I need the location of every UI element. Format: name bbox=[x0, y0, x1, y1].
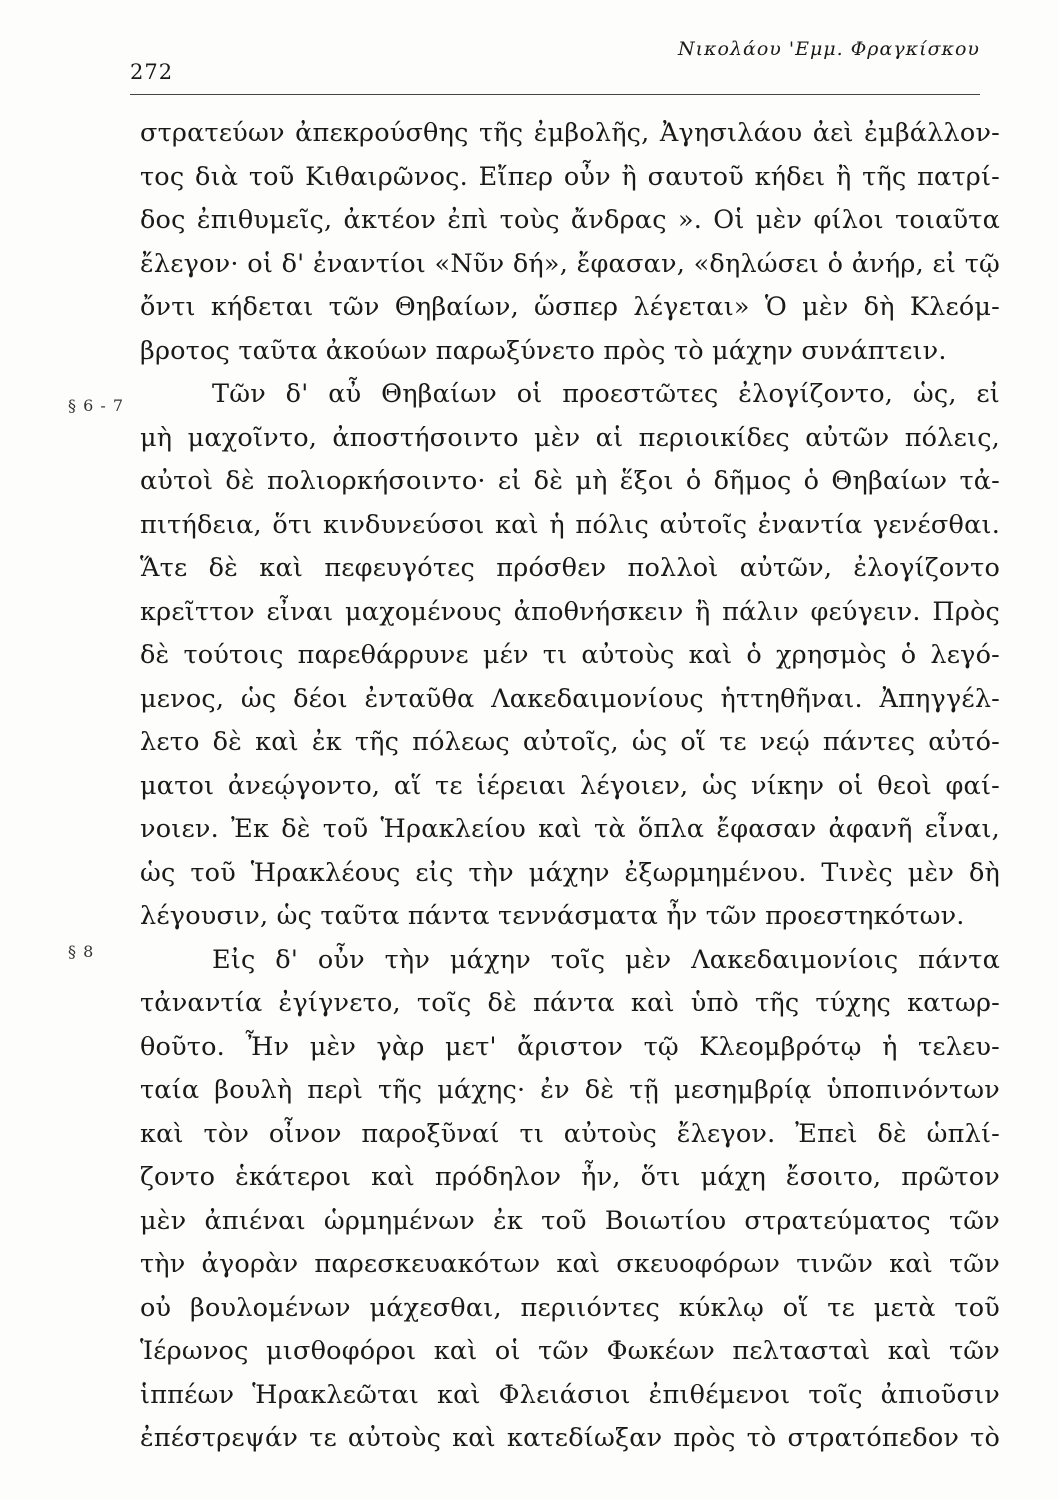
text-line: τος διὰ τοῦ Κιθαιρῶνος. Εἴπερ οὖν ἢ σαυτοῦ κήδει ἢ τῆς πατρί- bbox=[140, 161, 1000, 192]
text-line: δὲ τούτοις παρεθάρρυνε μέν τι αὐτοὺς καὶ ὁ χρησμὸς ὁ λεγό- bbox=[140, 640, 1000, 670]
page-header bbox=[130, 38, 980, 95]
text-line: μὴ μαχοῖντο, ἀποστήσοιντο μὲν αἱ περιοικίδες αὐτῶν πόλεις, bbox=[140, 422, 1000, 453]
section-marker: § 8 bbox=[68, 942, 95, 961]
running-head: Νικολάου 'Εμμ. Φραγκίσκου bbox=[677, 38, 980, 60]
text-line: οὐ βουλομένων μάχεσθαι, περιιόντες κύκλῳ οἵ τε μετὰ τοῦ bbox=[140, 1292, 1000, 1323]
text-line: ὄντι κήδεται τῶν Θηβαίων, ὥσπερ λέγεται» Ὁ μὲν δὴ Κλεόμ- bbox=[140, 292, 1000, 322]
text-line: ὡς τοῦ Ἡρακλέους εἰς τὴν μάχην ἐξωρμημένου. Τινὲς μὲν δὴ bbox=[140, 857, 1000, 888]
text-line: ζοντο ἑκάτεροι καὶ πρόδηλον ἦν, ὅτι μάχη ἔσοιτο, πρῶτον bbox=[140, 1162, 1000, 1192]
text-line: μενος, ὡς δέοι ἐνταῦθα Λακεδαιμονίους ἡττηθῆναι. Ἀπηγγέλ- bbox=[140, 683, 1000, 714]
text-line: λέγουσιν, ὡς ταῦτα πάντα τεννάσματα ἦν τῶν προεστηκότων. bbox=[140, 901, 965, 931]
text-line: βροτος ταῦτα ἀκούων παρωξύνετο πρὸς τὸ μάχην συνάπτειν. bbox=[140, 335, 947, 366]
text-line: πιτήδεια, ὅτι κινδυνεύσοι καὶ ἡ πόλις αὐτοῖς ἐναντία γενέσθαι. bbox=[140, 509, 1000, 540]
text-line: λετο δὲ καὶ ἐκ τῆς πόλεως αὐτοῖς, ὡς οἵ τε νεῴ πάντες αὐτό- bbox=[140, 727, 1000, 757]
text-line: στρατεύων ἀπεκρούσθης τῆς ἐμβολῆς, Ἀγησιλάου ἀεὶ ἐμβάλλον- bbox=[140, 118, 1000, 148]
paragraph-start-line: Εἰς δ' οὖν τὴν μάχην τοῖς μὲν Λακεδαιμονίοις πάντα bbox=[212, 944, 1000, 975]
text-line: τὴν ἀγορὰν παρεσκευακότων καὶ σκευοφόρων τινῶν καὶ τῶν bbox=[140, 1249, 1000, 1279]
text-line: ἱππέων Ἡρακλεῶται καὶ Φλειάσιοι ἐπιθέμενοι τοῖς ἀπιοῦσιν bbox=[140, 1379, 1000, 1410]
text-line: νοιεν. Ἐκ δὲ τοῦ Ἡρακλείου καὶ τὰ ὅπλα ἔφασαν ἀφανῆ εἶναι, bbox=[140, 814, 1000, 844]
main-text bbox=[140, 112, 1000, 1461]
text-line: ματοι ἀνεῴγοντο, αἵ τε ἱέρειαι λέγοιεν, ὡς νίκην οἱ θεοὶ φαί- bbox=[140, 770, 1000, 801]
text-line: καὶ τὸν οἶνον παροξῦναί τι αὐτοὺς ἔλεγον. Ἐπεὶ δὲ ὡπλί- bbox=[140, 1118, 1000, 1149]
text-line: τἀναντία ἐγίγνετο, τοῖς δὲ πάντα καὶ ὑπὸ τῆς τύχης κατωρ- bbox=[140, 988, 1000, 1018]
page-number: 272 bbox=[130, 60, 174, 84]
text-line: δος ἐπιθυμεῖς, ἀκτέον ἐπὶ τοὺς ἄνδρας ». Οἱ μὲν φίλοι τοιαῦτα bbox=[140, 205, 1000, 235]
text-line: ἐπέστρεψάν τε αὐτοὺς καὶ κατεδίωξαν πρὸς τὸ στρατόπεδον τὸ bbox=[140, 1423, 1000, 1453]
text-line: αὐτοὶ δὲ πολιορκήσοιντο· εἰ δὲ μὴ ἕξοι ὁ δῆμος ὁ Θηβαίων τἀ- bbox=[140, 466, 1000, 496]
text-line: ἔλεγον· οἱ δ' ἐναντίοι «Νῦν δή», ἔφασαν, «δηλώσει ὁ ἀνήρ, εἰ τῷ bbox=[140, 248, 1000, 279]
section-marker: § 6 - 7 bbox=[68, 396, 125, 415]
text-line: Ἱέρωνος μισθοφόροι καὶ οἱ τῶν Φωκέων πελτασταὶ καὶ τῶν bbox=[140, 1336, 1000, 1366]
text-line: Ἅτε δὲ καὶ πεφευγότες πρόσθεν πολλοὶ αὐτῶν, ἐλογίζοντο bbox=[140, 553, 1000, 583]
text-line: ταία βουλὴ περὶ τῆς μάχης· ἐν δὲ τῇ μεσημβρίᾳ ὑποπινόντων bbox=[140, 1075, 1000, 1105]
text-line: μὲν ἀπιέναι ὡρμημένων ἐκ τοῦ Βοιωτίου στρατεύματος τῶν bbox=[140, 1205, 1000, 1236]
paragraph-start-line: Τῶν δ' αὖ Θηβαίων οἱ προεστῶτες ἐλογίζοντο, ὡς, εἰ bbox=[212, 379, 1000, 409]
text-line: θοῦτο. Ἦν μὲν γὰρ μετ' ἄριστον τῷ Κλεομβρότῳ ἡ τελευ- bbox=[140, 1031, 1000, 1062]
text-line: κρεῖττον εἶναι μαχομένους ἀποθνήσκειν ἢ πάλιν φεύγειν. Πρὸς bbox=[140, 596, 1000, 627]
